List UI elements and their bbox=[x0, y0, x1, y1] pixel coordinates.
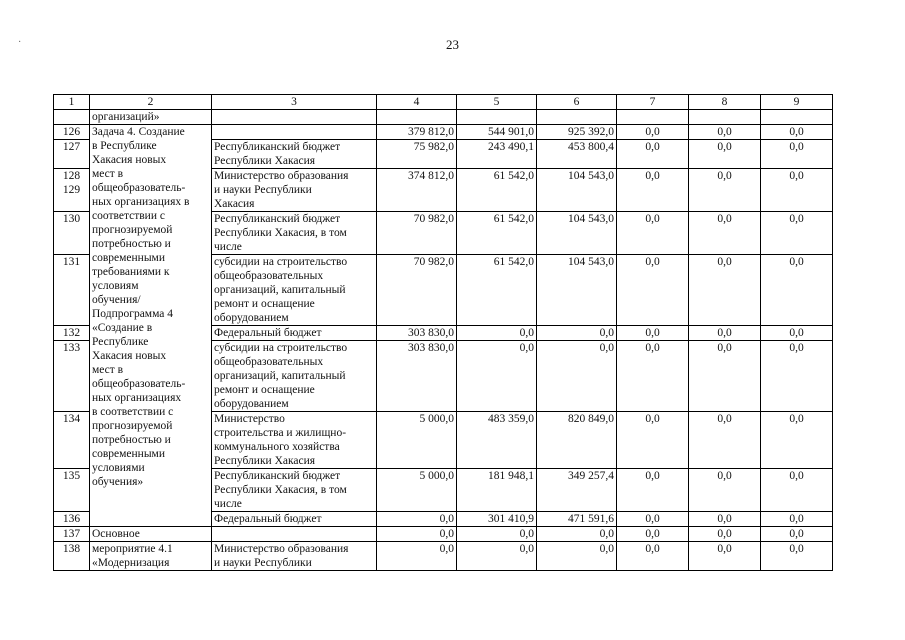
text-line: прогнозируемой bbox=[92, 420, 173, 432]
amount-cell: 453 800,4 bbox=[537, 140, 617, 169]
text-line: условиями bbox=[92, 462, 145, 474]
text-line: общеобразователь- bbox=[92, 378, 186, 390]
text-line: современными bbox=[92, 448, 165, 460]
row-number-cell bbox=[54, 341, 90, 412]
amount-cell: 925 392,0 bbox=[537, 125, 617, 140]
row-number-cell bbox=[54, 326, 90, 341]
header-cell: 4 bbox=[377, 95, 457, 110]
header-row bbox=[54, 95, 833, 110]
amount-cell: 0,0 bbox=[761, 469, 833, 512]
text-line: оборудованием bbox=[214, 312, 289, 324]
text-line: «Создание в bbox=[92, 322, 153, 334]
amount-cell: 0,0 bbox=[457, 527, 537, 542]
row-number: 126 bbox=[62, 126, 81, 138]
amount-cell: 0,0 bbox=[617, 469, 689, 512]
text-line: Республиканский бюджет bbox=[214, 470, 341, 482]
row-number: 130 bbox=[62, 213, 81, 225]
text-line: и науки Республики bbox=[214, 557, 312, 569]
amount-cell: 0,0 bbox=[761, 212, 833, 255]
row-number-cell bbox=[54, 212, 90, 255]
text-line: современными bbox=[92, 252, 165, 264]
row-number-cell bbox=[54, 412, 90, 469]
funding-source-cell bbox=[212, 140, 377, 169]
amount-cell: 544 901,0 bbox=[457, 125, 537, 140]
amount-cell: 104 543,0 bbox=[537, 212, 617, 255]
row-number: 135 bbox=[62, 470, 81, 482]
amount-cell: 483 359,0 bbox=[457, 412, 537, 469]
amount-cell: 104 543,0 bbox=[537, 169, 617, 212]
text-line: Республики Хакасия, в том bbox=[214, 227, 347, 239]
amount-cell: 104 543,0 bbox=[537, 255, 617, 326]
amount-cell: 0,0 bbox=[689, 469, 761, 512]
text-line: требованиями к bbox=[92, 266, 170, 278]
text-line: Республики Хакасия, в том bbox=[214, 484, 347, 496]
text-line: Хакасия новых bbox=[92, 154, 167, 166]
amount-cell: 0,0 bbox=[377, 527, 457, 542]
row-number: 134 bbox=[62, 413, 81, 425]
text-line: и науки Республики bbox=[214, 184, 312, 196]
text-line: общеобразовательных bbox=[214, 270, 324, 282]
amount-cell: 303 830,0 bbox=[377, 341, 457, 412]
text-line: числе bbox=[214, 498, 242, 510]
text-line: ных организациях в bbox=[92, 196, 190, 208]
amount-cell: 0,0 bbox=[617, 212, 689, 255]
row-number-cell: 138 bbox=[54, 542, 90, 571]
header-cell: 3 bbox=[212, 95, 377, 110]
text-line: Федеральный бюджет bbox=[214, 327, 322, 339]
row-number-cell bbox=[54, 125, 90, 140]
amount-cell: 70 982,0 bbox=[377, 212, 457, 255]
text-line: организаций, капитальный bbox=[214, 370, 346, 382]
text-line: Хакасия bbox=[214, 198, 255, 210]
text-line: Подпрограмма 4 bbox=[92, 308, 174, 320]
funding-source-cell bbox=[212, 527, 377, 542]
amount-cell: 0,0 bbox=[617, 512, 689, 527]
amount-cell: 0,0 bbox=[761, 326, 833, 341]
text-line: прогнозируемой bbox=[92, 224, 173, 236]
amount-cell: 0,0 bbox=[761, 542, 833, 571]
text-line: «Модернизация bbox=[92, 557, 170, 569]
text-line: Республики Хакасия bbox=[214, 155, 316, 167]
row-number: 129 bbox=[62, 184, 81, 196]
text-line: общеобразователь- bbox=[92, 182, 186, 194]
amount-cell: 301 410,9 bbox=[457, 512, 537, 527]
text-line: оборудованием bbox=[214, 398, 289, 410]
budget-table bbox=[53, 94, 833, 571]
row-number: 127 bbox=[62, 141, 81, 153]
amount-cell: 0,0 bbox=[617, 255, 689, 326]
amount-cell: 0,0 bbox=[689, 326, 761, 341]
amount-cell: 61 542,0 bbox=[457, 255, 537, 326]
text-line: Республике bbox=[92, 336, 149, 348]
header-cell: 7 bbox=[617, 95, 689, 110]
row-number: 133 bbox=[62, 342, 81, 354]
text-line: субсидии на строительство bbox=[214, 256, 348, 268]
amount-cell: 0,0 bbox=[689, 512, 761, 527]
text-line: Задача 4. Создание bbox=[92, 126, 185, 138]
text-line: Федеральный бюджет bbox=[214, 513, 322, 525]
amount-cell: 303 830,0 bbox=[377, 326, 457, 341]
text-line: числе bbox=[214, 241, 242, 253]
amount-cell: 0,0 bbox=[761, 512, 833, 527]
funding-source-cell bbox=[212, 542, 377, 571]
text-line: мест в bbox=[92, 364, 124, 376]
amount-cell: 0,0 bbox=[689, 341, 761, 412]
text-line: мест в bbox=[92, 168, 124, 180]
text-line: Хакасия новых bbox=[92, 350, 167, 362]
funding-source-cell bbox=[212, 110, 377, 125]
text-line: Министерство образования bbox=[214, 170, 349, 182]
amount-cell: 0,0 bbox=[617, 412, 689, 469]
header-cell: 6 bbox=[537, 95, 617, 110]
text-line: Республиканский бюджет bbox=[214, 141, 341, 153]
row-number: 132 bbox=[62, 327, 81, 339]
text-line: в соответствии с bbox=[92, 406, 174, 418]
funding-source-cell bbox=[212, 169, 377, 212]
text-line: обучения/ bbox=[92, 294, 141, 306]
amount-cell: 0,0 bbox=[617, 341, 689, 412]
amount-cell: 471 591,6 bbox=[537, 512, 617, 527]
row-number-cell: 137 bbox=[54, 527, 90, 542]
amount-cell: 0,0 bbox=[457, 542, 537, 571]
row-number-cell bbox=[54, 140, 90, 169]
amount-cell: 0,0 bbox=[689, 212, 761, 255]
amount-cell: 61 542,0 bbox=[457, 169, 537, 212]
text-line: Республики Хакасия bbox=[214, 455, 316, 467]
amount-cell: 0,0 bbox=[617, 140, 689, 169]
amount-cell: 0,0 bbox=[689, 255, 761, 326]
text-line: условиям bbox=[92, 280, 139, 292]
funding-source-cell bbox=[212, 469, 377, 512]
text-line: потребностью и bbox=[92, 434, 171, 446]
text-line: обучения» bbox=[92, 476, 144, 488]
funding-source-cell bbox=[212, 212, 377, 255]
amount-cell: 0,0 bbox=[761, 140, 833, 169]
text-line: в Республике bbox=[92, 140, 157, 152]
amount-cell: 0,0 bbox=[377, 542, 457, 571]
funding-source-cell bbox=[212, 512, 377, 527]
row-number-cell bbox=[54, 169, 90, 212]
text-line: организаций, капитальный bbox=[214, 284, 346, 296]
amount-cell: 374 812,0 bbox=[377, 169, 457, 212]
amount-cell: 0,0 bbox=[537, 326, 617, 341]
amount-cell: 0,0 bbox=[689, 542, 761, 571]
amount-cell: 0,0 bbox=[377, 512, 457, 527]
header-cell: 1 bbox=[54, 95, 90, 110]
text-line: коммунального хозяйства bbox=[214, 441, 340, 453]
amount-cell: 0,0 bbox=[689, 140, 761, 169]
text-line: субсидии на строительство bbox=[214, 342, 348, 354]
amount-cell: 0,0 bbox=[617, 527, 689, 542]
amount-cell: 0,0 bbox=[537, 341, 617, 412]
amount-cell: 0,0 bbox=[689, 169, 761, 212]
amount-cell: 0,0 bbox=[537, 527, 617, 542]
text-line: строительства и жилищно- bbox=[214, 427, 347, 439]
amount-cell: 5 000,0 bbox=[377, 412, 457, 469]
measure-name-cell bbox=[90, 125, 212, 527]
header-cell: 8 bbox=[689, 95, 761, 110]
row-number: 131 bbox=[62, 256, 81, 268]
row-number-cell bbox=[54, 512, 90, 527]
funding-source-cell bbox=[212, 255, 377, 326]
row-number-cell bbox=[54, 255, 90, 326]
amount-cell: 349 257,4 bbox=[537, 469, 617, 512]
amount-cell: 820 849,0 bbox=[537, 412, 617, 469]
amount-cell: 0,0 bbox=[761, 169, 833, 212]
funding-source-cell bbox=[212, 341, 377, 412]
amount-cell: 243 490,1 bbox=[457, 140, 537, 169]
row-number-cell bbox=[54, 110, 90, 125]
table-row bbox=[54, 527, 833, 542]
amount-cell: 0,0 bbox=[617, 169, 689, 212]
amount-cell: 70 982,0 bbox=[377, 255, 457, 326]
amount-cell: 0,0 bbox=[689, 125, 761, 140]
amount-cell: 61 542,0 bbox=[457, 212, 537, 255]
funding-source-cell bbox=[212, 125, 377, 140]
funding-source-cell bbox=[212, 412, 377, 469]
amount-cell: 0,0 bbox=[537, 542, 617, 571]
amount-cell: 0,0 bbox=[761, 255, 833, 326]
row-number-cell bbox=[54, 469, 90, 512]
row-number: 128 bbox=[62, 170, 81, 182]
continuation-row bbox=[54, 110, 833, 125]
page-number: 23 bbox=[446, 37, 459, 52]
amount-cell: 0,0 bbox=[617, 125, 689, 140]
margin-mark: · bbox=[18, 37, 22, 48]
text-line: ных организациях bbox=[92, 392, 182, 404]
amount-cell: 0,0 bbox=[761, 527, 833, 542]
text-line: соответствии с bbox=[92, 210, 165, 222]
text-line: Республиканский бюджет bbox=[214, 213, 341, 225]
measure-name-cell bbox=[90, 542, 212, 571]
amount-cell: 379 812,0 bbox=[377, 125, 457, 140]
header-cell: 5 bbox=[457, 95, 537, 110]
text-line: потребностью и bbox=[92, 238, 171, 250]
text-line: Министерство bbox=[214, 413, 285, 425]
text-line: ремонт и оснащение bbox=[214, 298, 315, 310]
amount-cell: 0,0 bbox=[689, 527, 761, 542]
header-cell: 9 bbox=[761, 95, 833, 110]
amount-cell: 75 982,0 bbox=[377, 140, 457, 169]
amount-cell: 0,0 bbox=[457, 326, 537, 341]
amount-cell: 0,0 bbox=[761, 412, 833, 469]
table-row bbox=[54, 125, 833, 140]
funding-source-cell bbox=[212, 326, 377, 341]
amount-cell: 0,0 bbox=[761, 125, 833, 140]
text-line: ремонт и оснащение bbox=[214, 384, 315, 396]
amount-cell: 0,0 bbox=[761, 341, 833, 412]
amount-cell: 0,0 bbox=[617, 326, 689, 341]
amount-cell: 181 948,1 bbox=[457, 469, 537, 512]
amount-cell: 5 000,0 bbox=[377, 469, 457, 512]
table-row bbox=[54, 542, 833, 571]
text-line: Министерство образования bbox=[214, 543, 349, 555]
text-line: мероприятие 4.1 bbox=[92, 543, 173, 555]
measure-name-cell: Основное bbox=[90, 527, 212, 542]
amount-cell: 0,0 bbox=[457, 341, 537, 412]
measure-name-cell: организаций» bbox=[90, 110, 212, 125]
text-line: общеобразовательных bbox=[214, 356, 324, 368]
row-number: 136 bbox=[62, 513, 81, 525]
amount-cell: 0,0 bbox=[689, 412, 761, 469]
amount-cell: 0,0 bbox=[617, 542, 689, 571]
header-cell: 2 bbox=[90, 95, 212, 110]
